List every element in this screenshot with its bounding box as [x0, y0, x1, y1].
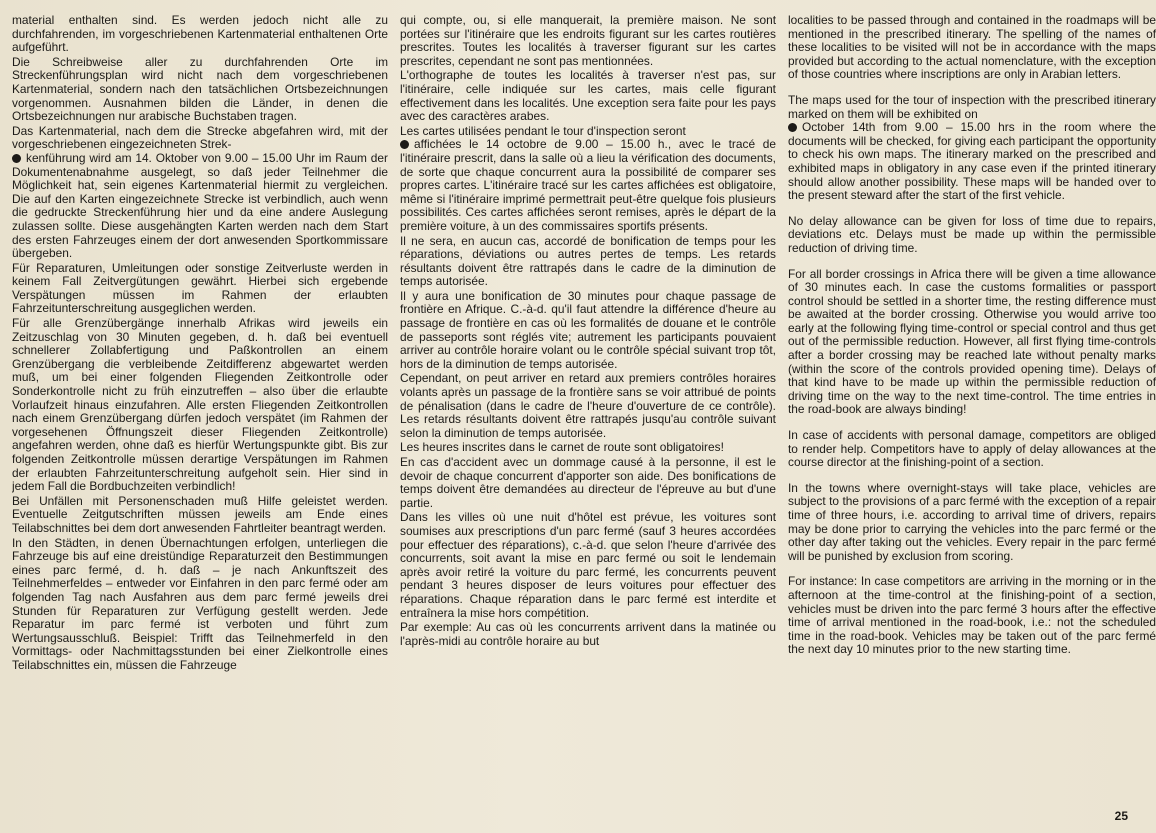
paragraph — [788, 575, 1156, 657]
paragraph-text: En cas d'accident avec un dommage causé à la personne, il est le devoir de chaque concurrent d'apporter son aide. Des bonifications de temps doivent être demandées au directeur de l'épreuve au but d'une partie. — [400, 455, 776, 510]
paragraph — [12, 14, 388, 55]
german-column — [12, 14, 388, 804]
paragraph — [788, 14, 1156, 82]
paragraph-text: Il y aura une bonification de 30 minutes pour chaque passage de frontière en Afrique. C.-à-d. qu'il faut attendre la différence d'heure au passage de frontière en cas où les formalités de douane et le contrôle de passeports sont réglés vite; autrement les participants pouvaient arriver au contrôle horaire volant ou le contrôle spécial suivant trop tôt, hors de la diminution de temps autorisée. — [400, 288, 776, 371]
paragraph-text: Die Schreibweise aller zu durchfahrenden Orte im Streckenführungsplan wird nicht nach dem vorgeschriebenen Kartenmaterial, sondern nach den tatsächlichen Ortsbezeichnungen vorgenommen. Ausnahmen bilden die Länder, in denen die Ortsbezeichnungen nur arabische Buchstaben tragen. — [12, 54, 388, 124]
page-number: 25 — [1114, 809, 1128, 823]
paragraph-text: In the towns where overnight-stays will take place, vehicles are subject to the provisions of a parc fermé with the exception of a repair time of three hours, i.e. according to arrival time of drivers, repairs may be done prior to carrying the vehicles into the parc fermé or the other day after taking out the vehicles. Every repair in the parc fermé will be punished by exclusion from scoring. — [788, 480, 1156, 563]
paragraph — [400, 456, 776, 510]
paragraph — [400, 441, 776, 455]
english-column — [788, 14, 1156, 804]
paragraph — [788, 268, 1156, 418]
paragraph — [12, 317, 388, 494]
paragraph — [12, 125, 388, 261]
paragraph-text-continued: affichées le 14 octobre de 9.00 – 15.00 h., avec le tracé de l'itinéraire prescrit, dans la salle où a lieu la vérification des documents, de sorte que chaque concurrent aura la possibilité de comparer ses propres cartes. L'itinéraire tracé sur les cartes affichées est obligatoire, même si l'itinéraire imprimé permettrait peut-être quelque fois plusieurs possibilités. Ces cartes affichées seront remises, après le départ de la première voiture, à un des commissaires sportifs présents. — [400, 137, 776, 233]
paragraph — [12, 495, 388, 536]
bullet-icon — [400, 140, 409, 149]
paragraph — [400, 125, 776, 234]
paragraph-text: Par exemple: Au cas où les concurrents arrivent dans la matinée ou l'après-midi au contrôle horaire au but — [400, 620, 776, 648]
paragraph — [400, 290, 776, 372]
paragraph-text: localities to be passed through and contained in the roadmaps will be mentioned in the prescribed itinerary. The spelling of the names of these localities to be visited will not be in accordance with the maps provided but according to the actual nomenclature, with the exception of those countries where inscriptions are only in Arabian letters. — [788, 14, 1156, 82]
paragraph-text: For instance: In case competitors are arriving in the morning or in the afternoon at the time-control at the finishing-point of a section, vehicles must be driven into the parc fermé 3 hours after the effective time of arrival mentioned in the road-book, i.e.: not the scheduled time in the road-book. Vehicles may be taken out of the parc fermé the next day 10 minutes prior to the new starting time. — [788, 574, 1156, 657]
bullet-icon — [788, 123, 797, 132]
paragraph-text-continued: kenführung wird am 14. Oktober von 9.00 – 15.00 Uhr im Raum der Dokumentenabnahme ausgelegt, so daß jeder Teilnehmer die Möglichkeit hat, sein eigenes Kartenmaterial hiermit zu vergleichen. Die auf den Karten eingezeichnete Strecke ist verbindlich, auch wenn die gedruckte Streckenführung hier und da eine andere Auslegung zulassen sollte. Diese ausgehängten Karten werden nach dem Start des ersten Fahrzeuges einem der dort anwesenden Sportkommissare übergeben. — [12, 150, 388, 261]
bullet-icon — [12, 154, 21, 163]
paragraph — [12, 537, 388, 673]
paragraph — [400, 372, 776, 440]
paragraph — [788, 429, 1156, 470]
paragraph — [12, 262, 388, 316]
paragraph — [788, 482, 1156, 564]
paragraph — [400, 235, 776, 289]
paragraph-text: No delay allowance can be given for loss of time due to repairs, deviations etc. Delays must be made up within the permissible reduction of driving time. — [788, 213, 1156, 255]
paragraph-text-continued: October 14th from 9.00 – 15.00 hrs in the room where the documents will be checked, for giving each participant the opportunity to check his own maps. The itinerary marked on the prescribed and exhibited maps in obligatory in any case even if the printed itinerary should allow another possibility. These maps will be handed over to the present steward after the start of the first vehicle. — [788, 120, 1156, 203]
paragraph-text: Il ne sera, en aucun cas, accordé de bonification de temps pour les réparations, déviations ou autres pertes de temps. Les retards résultants doivent être rattrapés dans le cadre de la diminution de temps autorisée. — [400, 233, 776, 289]
paragraph-text: material enthalten sind. Es werden jedoch nicht alle zu durchfahrenden, im vorgeschriebenen Kartenmaterial enthaltenen Orte aufgeführt. — [12, 14, 388, 55]
paragraph-text: Für alle Grenzübergänge innerhalb Afrikas wird jeweils ein Zeitzuschlag von 30 Minuten gegeben, d. h. daß bei eventuell schnellerer Zollabfertigung und Paßkontrollen an einem Grenzübergang die verbleibende Zeitdifferenz abgewartet werden muß, um bei einer folgenden Fliegenden Zeitkontrolle oder Sonderkontrolle nicht zu früh einzutreffen – also über die erlaubte Vorlaufzeit hinaus einzufahren. Alle ersten Fliegenden Zeitkontrollen nach einem Grenzübergang dürfen jedoch verspätet (im Rahmen der vorgesehenen Öffnungszeit dieser Fliegenden Zeitkontrolle) angefahren werden, ohne daß es hierfür Wertungspunkte gibt. Bis zur folgenden Zeitkontrolle müssen derartige Verspätungen im Rahmen der erlaubten Fahrzeitunterschreitung aufgeholt sein. Hier sind in jedem Fall die Bordbuchzeiten verbindlich! — [12, 316, 388, 494]
paragraph-text: Für Reparaturen, Umleitungen oder sonstige Zeitverluste werden in keinem Fall Zeitvergütungen gewährt. Hierbei sich ergebende Verspätungen müssen im Rahmen der erlaubten Fahrzeitunterschreitung ausgeglichen werden. — [12, 260, 388, 316]
paragraph-text: Bei Unfällen mit Personenschaden muß Hilfe geleistet werden. Eventuelle Zeitgutschriften müssen jeweils am Ende eines Teilabschnittes bei dem dort anwesenden Fahrtleiter beantragt werden. — [12, 493, 388, 535]
paragraph-text: Cependant, on peut arriver en retard aux premiers contrôles horaires volants après un passage de la frontière sans se voir attribué de points de pénalisation (dans le cadre de l'heure d'ouverture de ce contrôle). Les retards résultants doivent être rattrapés jusqu'au contrôle suivant selon la diminution de temps autorisée. — [400, 371, 776, 440]
three-language-columns — [12, 14, 1156, 804]
paragraph-text: qui compte, ou, si elle manquerait, la première maison. Ne sont portées sur l'itinéraire que les endroits figurant sur les cartes routières prescrites. Toutes les localités à traverser figurant sur les cartes prescrites, cependant ne sont pas mentionnées. — [400, 14, 776, 68]
paragraph-text: Dans les villes où une nuit d'hôtel est prévue, les voitures sont soumises aux prescriptions d'un parc fermé (sauf 3 heures accordées pour effectuer des réparations), c.-à-d. que selon l'heure d'arrivée des concurrents, soit avant la mise en parc fermé ou soit le lendemain après avoir retiré la voiture du parc fermé, les concurrents peuvent pendant 3 heures disposer de leurs voitures pour effectuer des réparations. Chaque réparation dans le parc fermé est interdite et entraînera la mise hors compétition. — [400, 510, 776, 620]
paragraph — [788, 94, 1156, 203]
paragraph — [400, 14, 776, 68]
paragraph — [400, 511, 776, 620]
paragraph — [400, 621, 776, 648]
paragraph — [400, 69, 776, 123]
french-column — [400, 14, 776, 804]
paragraph-text: In den Städten, in denen Übernachtungen erfolgen, unterliegen die Fahrzeuge bis auf eine dreistündige Reparaturzeit den Bestimmungen eines parc fermé, d. h. daß – je nach Ankunftszeit des Teilnehmerfeldes – entweder vor Einfahren in den parc fermé oder am folgenden Tag nach Ausfahren aus dem parc fermé jeweils drei Stunden für Reparaturen zur Verfügung gestellt werden. Jede Reparatur im parc fermé ist verboten und führt zum Wertungsausschluß. Beispiel: Trifft das Teilnehmerfeld in den Vormittags- oder Nachmittagsstunden bei einer Zielkontrolle eines Teilabschnittes ein, müssen die Fahrzeuge — [12, 535, 388, 672]
paragraph-text: The maps used for the tour of inspection with the prescribed itinerary marked on them will be exhibited on — [788, 92, 1156, 121]
paragraph-text: Das Kartenmaterial, nach dem die Strecke abgefahren wird, mit der vorgeschriebenen eingezeichneten Strek- — [12, 123, 388, 152]
paragraph-text: Les heures inscrites dans le carnet de route sont obligatoires! — [400, 440, 724, 455]
paragraph-text: For all border crossings in Africa there will be given a time allowance of 30 minutes each. In case the customs formalities or passport control should be settled in a shorter time, the resting difference must be awaited at the border crossing. Otherwise you would arrive too early at the following flying time-control or special control and thus get out of the permissible reduction. However, all first flying time-controls after a border crossing may be reached late without penalty marks (within the score of the controls provided opening time). Delays of that kind have to be made up within the permissible reduction of driving time on the way to the next time-control. The time entries in the road-book are always binding! — [788, 266, 1156, 417]
paragraph-text: L'orthographe de toutes les localités à traverser n'est pas, sur l'itinéraire, celle indiquée sur les cartes, mais celle figurant effectivement dans les localités. Une exception sera faite pour les pays avec des caractères arabes. — [400, 68, 776, 124]
paragraph-text: Les cartes utilisées pendant le tour d'inspection seront — [400, 123, 686, 138]
paragraph — [12, 56, 388, 124]
paragraph-text: In case of accidents with personal damage, competitors are obliged to render help. Competitors have to apply of delay allowances at the course director at the finishing-point of a section. — [788, 428, 1156, 470]
paragraph — [788, 215, 1156, 256]
